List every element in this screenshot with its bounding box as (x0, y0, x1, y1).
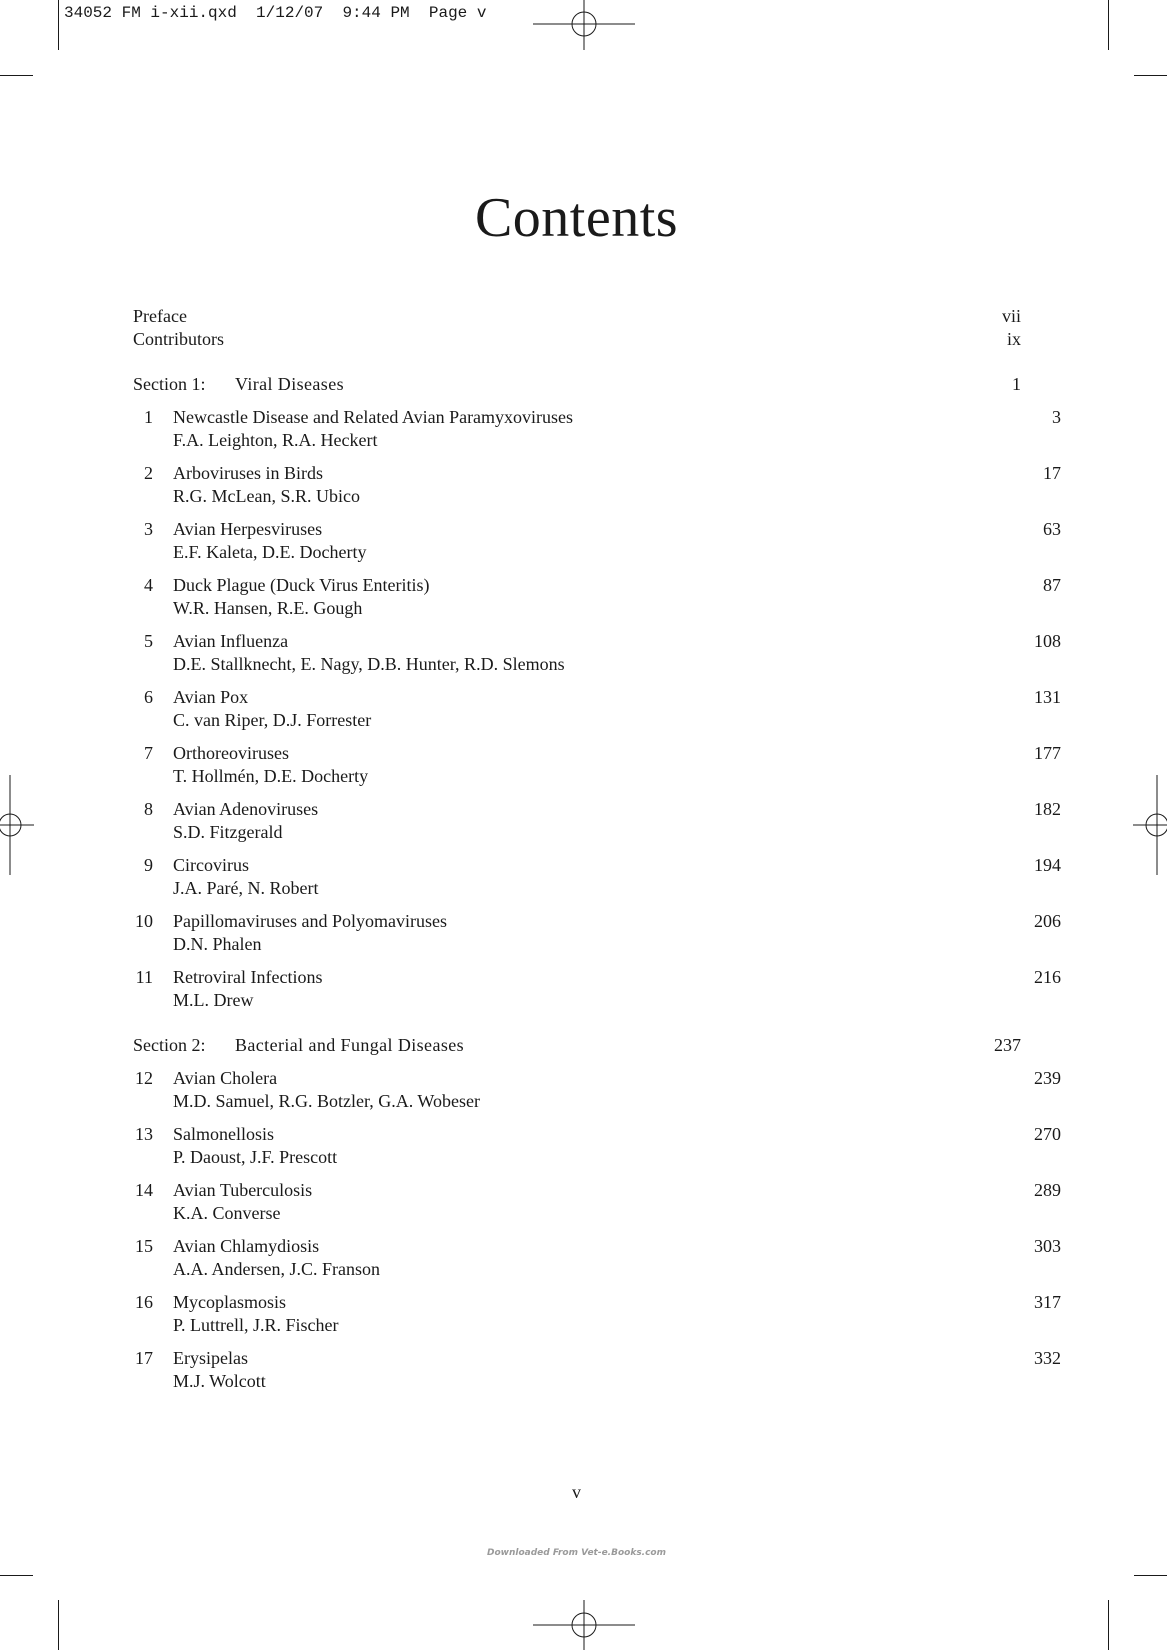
chapter-authors: A.A. Andersen, J.C. Franson (173, 1259, 380, 1279)
crop-mark-bottom-left-h (0, 1575, 33, 1576)
chapter-number: 3 (144, 519, 153, 539)
chapter-number: 12 (135, 1068, 153, 1088)
chapter-title: Avian Pox (173, 687, 249, 707)
chapter-title: Arboviruses in Birds (173, 463, 323, 483)
chapter-number: 9 (144, 855, 153, 875)
page-number: v (572, 1482, 581, 1502)
chapter-entry[interactable] (133, 1067, 1061, 1113)
chapter-title: Avian Chlamydiosis (173, 1236, 320, 1256)
chapter-page: 270 (1034, 1124, 1061, 1144)
chapter-title: Avian Influenza (173, 631, 289, 651)
crop-mark-top-left-h (0, 75, 33, 76)
chapter-title: Circovirus (173, 855, 249, 875)
toc-entry-page: ix (1006, 329, 1021, 349)
section-title: Bacterial and Fungal Diseases (235, 1035, 465, 1055)
crop-mark-bottom-right-h (1134, 1575, 1167, 1576)
chapter-title: Duck Plague (Duck Virus Enteritis) (173, 575, 430, 595)
chapter-title: Avian Adenoviruses (173, 799, 319, 819)
page-title: Contents (474, 187, 679, 249)
chapter-authors: S.D. Fitzgerald (173, 822, 283, 842)
chapter-number: 6 (144, 687, 153, 707)
chapter-entry[interactable] (133, 1235, 1061, 1281)
chapter-entry[interactable] (133, 630, 1061, 676)
chapter-title: Newcastle Disease and Related Avian Paramyxoviruses (173, 407, 574, 427)
chapter-entry[interactable] (133, 1179, 1061, 1225)
chapter-page: 303 (1034, 1236, 1061, 1256)
crop-mark-top-right-v (1108, 0, 1109, 50)
chapter-entry[interactable] (133, 686, 1061, 732)
chapter-entry[interactable] (133, 742, 1061, 788)
toc-entry-label: Contributors (133, 329, 225, 349)
chapter-page: 206 (1034, 911, 1061, 931)
chapter-number: 16 (135, 1292, 153, 1312)
chapter-authors: M.L. Drew (173, 990, 254, 1010)
section-label: Section 1: (133, 374, 206, 394)
crop-mark-top-right-h (1134, 75, 1167, 76)
chapter-title: Avian Herpesviruses (173, 519, 323, 539)
section-label: Section 2: (133, 1035, 206, 1055)
section-page: 237 (994, 1035, 1021, 1055)
chapter-number: 17 (135, 1348, 153, 1368)
chapter-number: 5 (144, 631, 153, 651)
chapter-authors: K.A. Converse (173, 1203, 281, 1223)
chapter-entry[interactable] (133, 574, 1061, 620)
chapter-title: Avian Cholera (173, 1068, 278, 1088)
chapter-authors: M.J. Wolcott (173, 1371, 266, 1391)
table-of-contents (133, 305, 1061, 1403)
chapter-title: Avian Tuberculosis (173, 1180, 313, 1200)
section-page: 1 (1012, 374, 1021, 394)
download-watermark: Downloaded From Vet-e.Books.com (487, 1548, 666, 1558)
chapter-authors: P. Daoust, J.F. Prescott (173, 1147, 338, 1167)
chapter-page: 177 (1034, 743, 1061, 763)
chapter-entry[interactable] (133, 798, 1061, 844)
chapter-authors: D.E. Stallknecht, E. Nagy, D.B. Hunter, R.D. Slemons (173, 654, 565, 674)
chapter-authors: E.F. Kaleta, D.E. Docherty (173, 542, 367, 562)
toc-entry-contributors[interactable] (133, 328, 1021, 351)
chapter-number: 2 (144, 463, 153, 483)
registration-mark-right (1131, 775, 1167, 875)
chapter-page: 289 (1034, 1180, 1061, 1200)
chapter-number: 11 (135, 967, 153, 987)
crop-mark-top-left-v (58, 0, 59, 50)
chapter-entry[interactable] (133, 910, 1061, 956)
chapter-page: 17 (1043, 463, 1061, 483)
chapter-authors: F.A. Leighton, R.A. Heckert (173, 430, 378, 450)
chapter-authors: M.D. Samuel, R.G. Botzler, G.A. Wobeser (173, 1091, 480, 1111)
chapter-entry[interactable] (133, 518, 1061, 564)
chapter-entry[interactable] (133, 462, 1061, 508)
chapter-page: 87 (1043, 575, 1061, 595)
chapter-title: Orthoreoviruses (173, 743, 289, 763)
chapter-entry[interactable] (133, 406, 1061, 452)
chapter-page: 194 (1034, 855, 1061, 875)
chapter-page: 108 (1034, 631, 1061, 651)
section-title: Viral Diseases (235, 374, 344, 394)
toc-entry-label: Preface (133, 306, 187, 326)
chapter-authors: R.G. McLean, S.R. Ubico (173, 486, 360, 506)
front-matter-list (133, 305, 1021, 351)
chapter-page: 63 (1043, 519, 1061, 539)
registration-mark-bottom (533, 1600, 635, 1650)
chapter-number: 1 (144, 407, 153, 427)
chapter-page: 332 (1034, 1348, 1061, 1368)
toc-entry-preface[interactable] (133, 305, 1021, 328)
chapter-authors: C. van Riper, D.J. Forrester (173, 710, 372, 730)
chapter-title: Retroviral Infections (173, 967, 323, 987)
chapter-entry[interactable] (133, 854, 1061, 900)
chapter-page: 216 (1034, 967, 1061, 987)
chapter-entry[interactable] (133, 966, 1061, 1012)
crop-mark-bottom-left-v (58, 1600, 59, 1650)
chapter-number: 15 (135, 1236, 153, 1256)
chapter-page: 317 (1034, 1292, 1061, 1312)
chapter-authors: P. Luttrell, J.R. Fischer (173, 1315, 339, 1335)
chapter-title: Erysipelas (173, 1348, 248, 1368)
chapter-entry[interactable] (133, 1291, 1061, 1337)
chapter-number: 14 (135, 1180, 153, 1200)
section-heading-bacterial-fungal-diseases[interactable] (133, 1034, 1021, 1057)
chapter-page: 3 (1052, 407, 1061, 427)
chapter-page: 239 (1034, 1068, 1061, 1088)
chapter-number: 13 (135, 1124, 153, 1144)
crop-mark-bottom-right-v (1108, 1600, 1109, 1650)
chapter-title: Papillomaviruses and Polyomaviruses (173, 911, 447, 931)
print-slug: 34052 FM i-xii.qxd 1/12/07 9:44 PM Page v (64, 4, 487, 22)
registration-mark-top (533, 0, 635, 50)
chapter-entry[interactable] (133, 1123, 1061, 1169)
chapter-page: 131 (1034, 687, 1061, 707)
registration-mark-left (0, 775, 36, 875)
chapter-title: Salmonellosis (173, 1124, 275, 1144)
chapter-page: 182 (1034, 799, 1061, 819)
chapter-number: 4 (144, 575, 153, 595)
chapter-authors: T. Hollmén, D.E. Docherty (173, 766, 369, 786)
toc-entry-page: vii (1001, 306, 1021, 326)
chapter-entry[interactable] (133, 1347, 1061, 1393)
chapter-authors: J.A. Paré, N. Robert (173, 878, 319, 898)
chapter-number: 7 (144, 743, 153, 763)
chapter-authors: D.N. Phalen (173, 934, 262, 954)
chapter-title: Mycoplasmosis (173, 1292, 287, 1312)
chapter-number: 10 (135, 911, 153, 931)
chapter-authors: W.R. Hansen, R.E. Gough (173, 598, 363, 618)
chapter-number: 8 (144, 799, 153, 819)
section-heading-viral-diseases[interactable] (133, 373, 1021, 396)
